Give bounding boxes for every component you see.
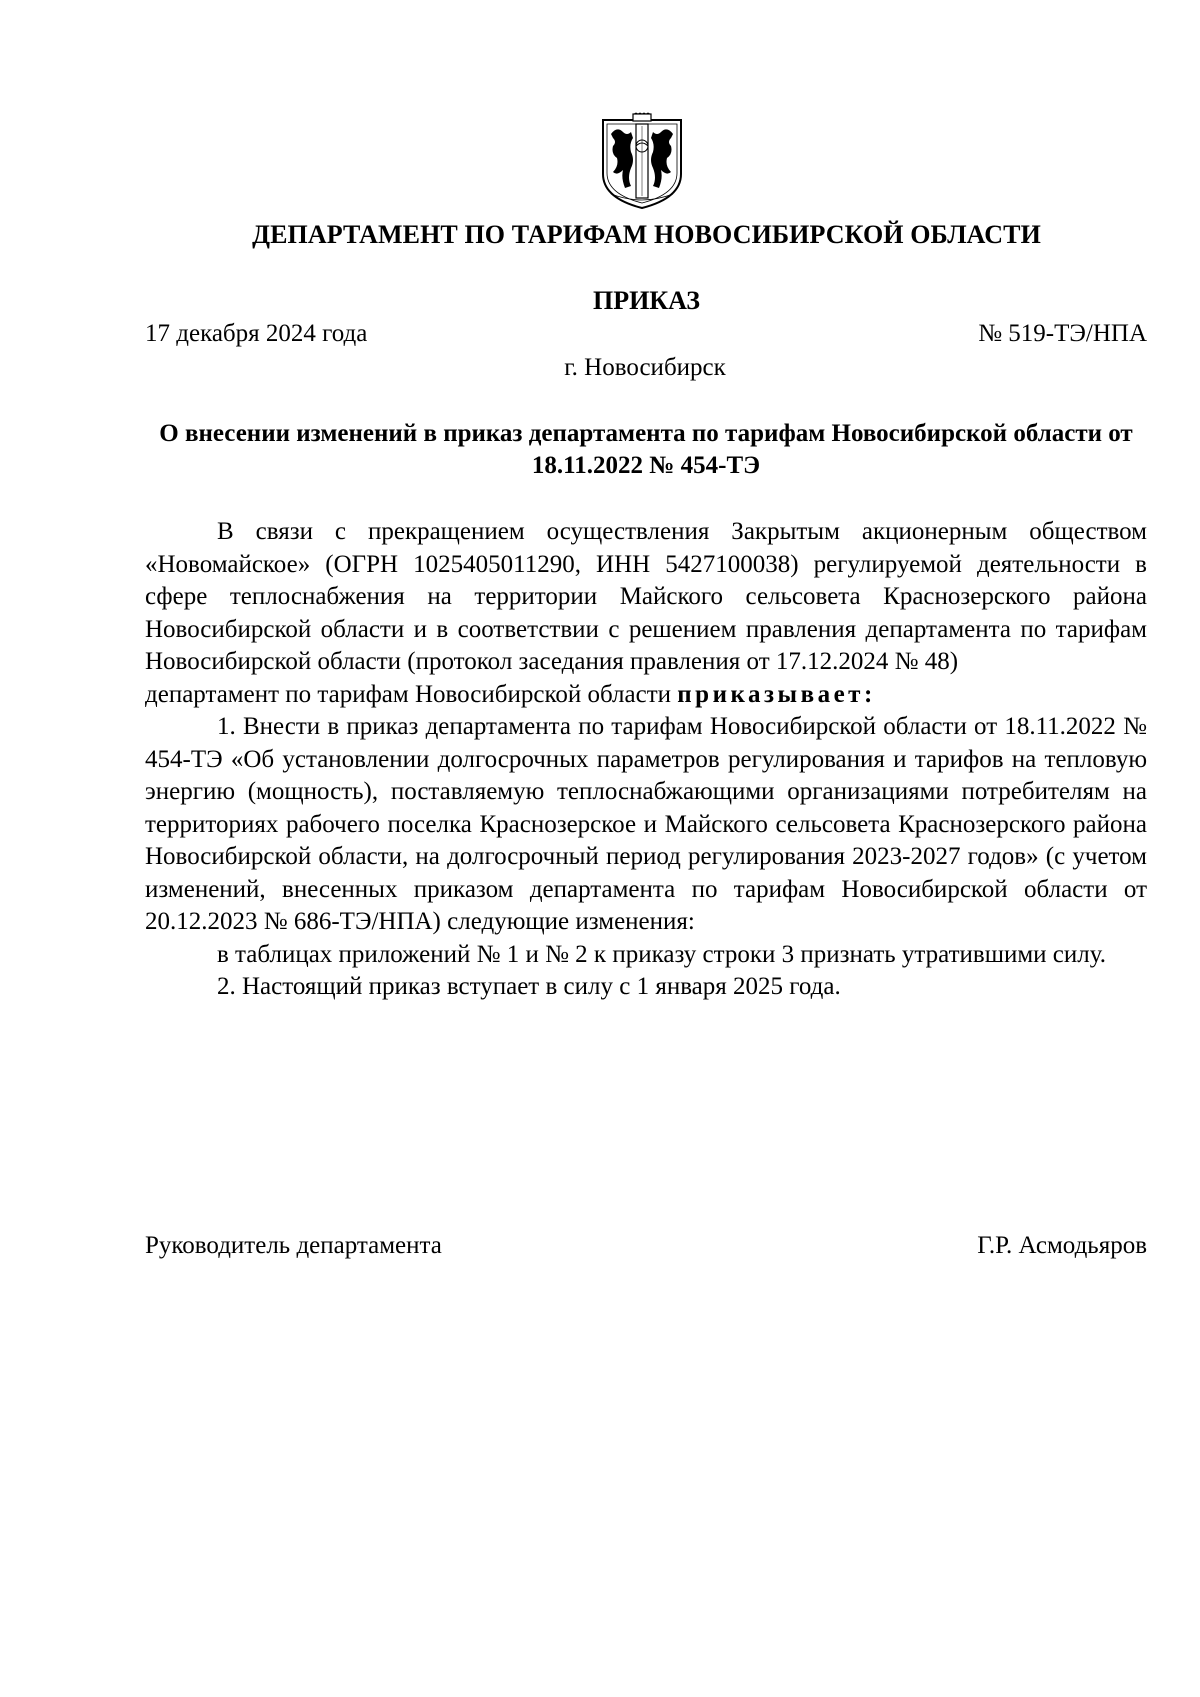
decree-word: приказывает:	[677, 680, 876, 708]
document-subject: О внесении изменений в приказ департамента по тарифам Новосибирской области от 18.11.2022 № 454-ТЭ	[159, 420, 1133, 479]
document-body	[145, 516, 1147, 1004]
signer-name: Г.Р. Асмодьяров	[977, 1232, 1147, 1259]
document-type: ПРИКАЗ	[592, 286, 701, 315]
document-city: г. Новосибирск	[564, 354, 726, 381]
document-date: 17 декабря 2024 года	[145, 320, 368, 347]
department-title: ДЕПАРТАМЕНТ ПО ТАРИФАМ НОВОСИБИРСКОЙ ОБЛАСТИ	[252, 220, 1041, 249]
coat-of-arms-icon	[597, 112, 687, 212]
signer-role: Руководитель департамента	[145, 1232, 442, 1259]
item-1-sub-paragraph: в таблицах приложений № 1 и № 2 к приказу строки 3 признать утратившими силу.	[217, 940, 1107, 968]
decree-lead: департамент по тарифам Новосибирской области	[145, 680, 672, 708]
item-1-paragraph: 1. Внести в приказ департамента по тарифам Новосибирской области от 18.11.2022 № 454-ТЭ «Об установлении долгосрочных параметров регулирования и тарифов на тепловую энергию (мощность), поставляемую теплоснабжающими организациями потребителям на территориях рабочего поселка Краснозерское и Майского сельсовета Краснозерского района Новосибирской области, на долгосрочный период регулирования 2023-2027 годов» (с учетом изменений, внесенных приказом департамента по тарифам Новосибирской области от 20.12.2023 № 686-ТЭ/НПА) следующие изменения:	[145, 713, 1147, 935]
preamble-paragraph: В связи с прекращением осуществления Закрытым акционерным обществом «Новомайское» (ОГРН 1025405011290, ИНН 5427100038) регулируемой деятельности в сфере теплоснабжения на территории Майского сельсовета Краснозерского района Новосибирской области и в соответствии с решением правления департамента по тарифам Новосибирской области (протокол заседания правления от 17.12.2024 № 48)	[145, 518, 1147, 675]
item-2-paragraph: 2. Настоящий приказ вступает в силу с 1 января 2025 года.	[217, 973, 841, 1000]
decree-paragraph	[145, 679, 1147, 712]
document-number: № 519-ТЭ/НПА	[978, 320, 1147, 347]
